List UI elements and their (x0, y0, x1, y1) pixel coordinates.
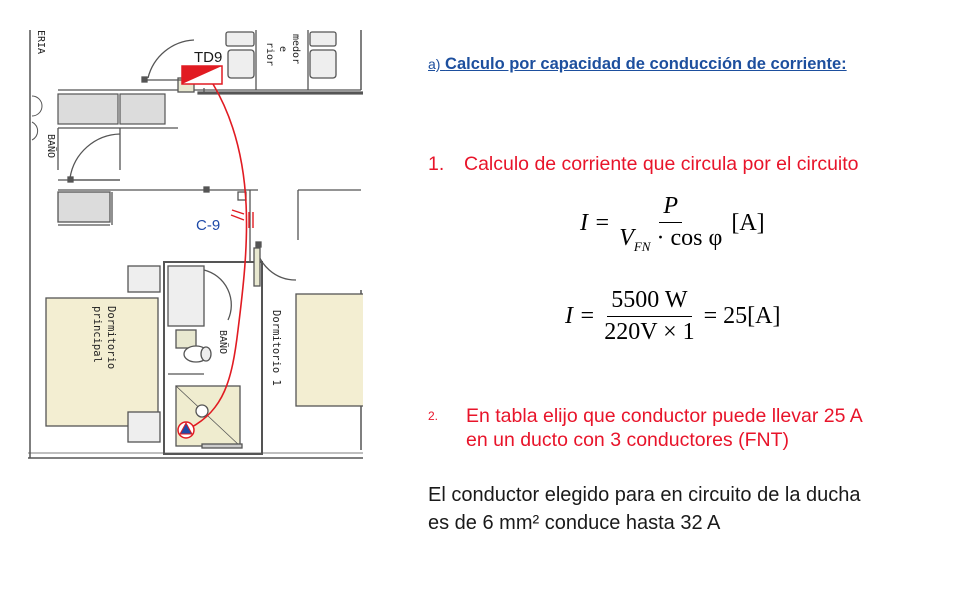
panel-icon (182, 66, 222, 84)
current-formula (580, 193, 765, 255)
step-2-line-1: En tabla elijo que conductor puede llevar 25 A (466, 405, 863, 427)
panel-label: TD9 (194, 49, 223, 66)
step-1-number: 1. (428, 153, 445, 175)
step-2 (428, 404, 948, 452)
circuit-line (190, 84, 247, 428)
formula2-numerator: 5500 W (607, 287, 691, 317)
conclusion-text (428, 481, 948, 537)
conclusion-line-1: El conductor elegido para en circuito de la ducha (428, 484, 861, 506)
circuit-label: C-9 (196, 217, 221, 234)
room-label-master-1: Dormitorio (105, 306, 117, 370)
step-2-line-2: en un ducto con 3 conductores (FNT) (466, 429, 789, 451)
floor-plan (28, 30, 363, 460)
room-label-comedor-1: medor (290, 34, 301, 65)
formula2-result: = 25[A] (703, 303, 781, 329)
formula1-unit: [A] (731, 210, 765, 237)
step-2-number: 2. (428, 409, 439, 423)
formula1-den-sub: FN (633, 238, 651, 254)
formula1-fraction (615, 193, 726, 255)
shower-outlet-icon (178, 422, 194, 438)
room-label-top-left: ERIA (35, 30, 46, 55)
subtitle-text: Calculo por capacidad de conducción de corriente: (445, 55, 847, 73)
room-label-comedor-3: rior (264, 42, 275, 67)
section-subtitle (428, 53, 898, 75)
room-label-comedor-2: e (277, 46, 288, 53)
current-calculation (565, 287, 780, 346)
subtitle-prefix: a) (428, 56, 441, 72)
formula2-denominator: 220V × 1 (604, 319, 695, 345)
formula1-den-rest: · cos φ (656, 225, 723, 251)
formula1-numerator: P (659, 193, 682, 223)
formula2-fraction (600, 287, 698, 346)
room-label-bath-left: BAÑO (45, 134, 56, 159)
room-label-bedroom-1: Dormitorio 1 (270, 310, 282, 386)
room-label-bath-center: BAÑO (217, 330, 228, 355)
conclusion-line-2: es de 6 mm² conduce hasta 32 A (428, 512, 721, 534)
formula2-lhs: I = (565, 303, 596, 329)
conductor-tick-icon (231, 210, 253, 228)
formula1-den-v: V (619, 225, 634, 251)
step-1 (428, 152, 859, 176)
formula1-lhs: I = (580, 210, 611, 237)
step-1-text: Calculo de corriente que circula por el circuito (464, 153, 859, 175)
formula1-denominator (615, 223, 726, 255)
room-label-master-2: principal (91, 306, 103, 363)
